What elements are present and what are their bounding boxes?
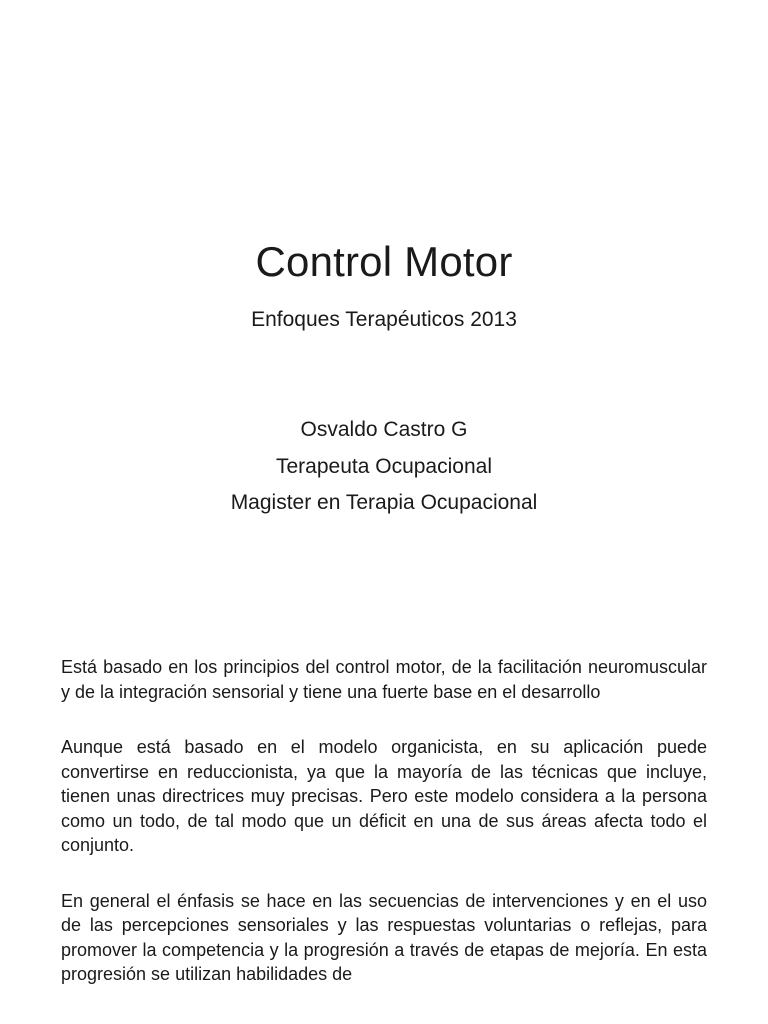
document-title: Control Motor — [255, 238, 513, 285]
author-degree: Magister en Terapia Ocupacional — [230, 491, 538, 514]
author-block — [0, 412, 768, 522]
body-paragraph-1: Está basado en los principios del control motor, de la facilitación neuromuscular y de la integración sensorial y tiene una fuerte base en el desarrollo — [61, 657, 707, 702]
author-name: Osvaldo Castro G — [300, 418, 468, 441]
author-role: Terapeuta Ocupacional — [276, 454, 492, 478]
body-paragraph-3: En general el énfasis se hace en las secuencias de intervenciones y en el uso de las percepciones sensoriales y las respuestas voluntarias o reflejas, para promover la competencia y la progresión a través de etapas de mejoría. En esta progresión se utilizan habilidades de — [61, 890, 707, 984]
body-paragraph-2: Aunque está basado en el modelo organicista, en su aplicación puede convertirse en reduccionista, ya que la mayoría de las técnicas que incluye, tienen unas directrices muy precisas. Pero este modelo considera a la persona como un todo, de tal modo que un déficit en una de sus áreas afecta todo el conjunto. — [61, 737, 707, 855]
document-subtitle: Enfoques Terapéuticos 2013 — [251, 308, 517, 331]
body-section — [61, 655, 707, 1018]
